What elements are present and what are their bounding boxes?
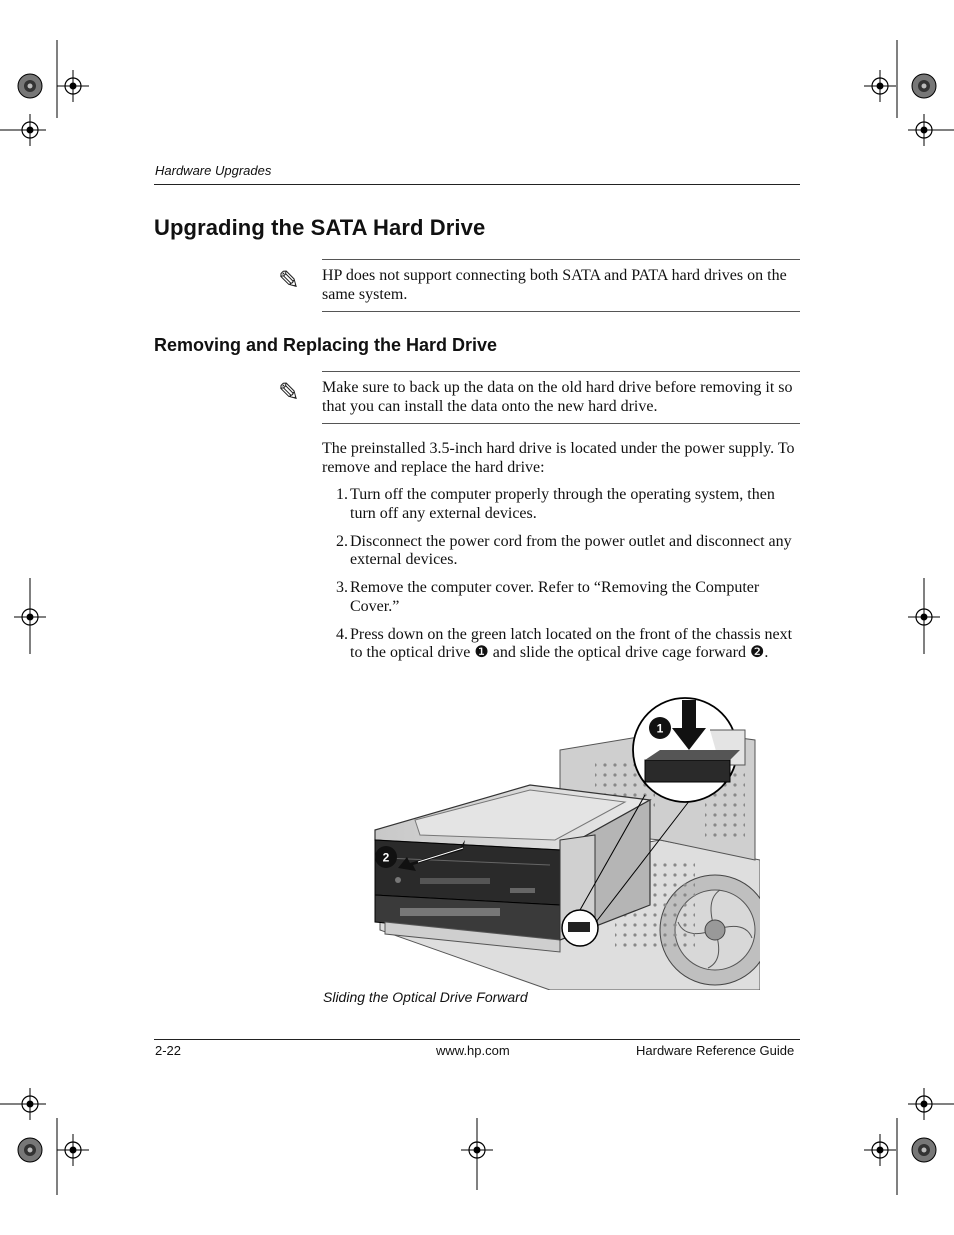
callout-1-label: 1 — [656, 721, 664, 736]
note-text: Make sure to back up the data on the old hard drive before removing it so that you can install the data onto the new hard drive. — [322, 379, 793, 415]
note-bottom-rule — [322, 423, 800, 424]
pencil-note-icon: ✎ — [278, 266, 300, 296]
pencil-note-icon: ✎ — [278, 378, 300, 408]
step-number: 4. — [336, 625, 348, 643]
subsection-title: Removing and Replacing the Hard Drive — [154, 335, 498, 355]
footer-url: www.hp.com — [436, 1043, 510, 1058]
step-text: Remove the computer cover. Refer to “Removing the Computer Cover.” — [350, 579, 760, 615]
note-text: HP does not support connecting both SATA and PATA hard drives on the same system. — [322, 267, 787, 303]
running-header: Hardware Upgrades — [155, 163, 272, 178]
footer-guide-title: Hardware Reference Guide — [636, 1043, 795, 1058]
list-item — [322, 486, 800, 523]
step-number: 1. — [336, 486, 348, 503]
note-top-rule — [322, 371, 800, 372]
footer-rule — [154, 1039, 800, 1040]
optical-drive-illustration — [360, 690, 760, 990]
step-text: Disconnect the power cord from the power outlet and disconnect any external devices. — [350, 532, 792, 568]
callout-2-label: 2 — [382, 850, 390, 865]
list-item — [322, 626, 800, 663]
step-text: Turn off the computer properly through the operating system, then turn off any external devices. — [350, 486, 775, 522]
step-number: 2. — [336, 532, 348, 550]
list-item — [322, 579, 800, 616]
step-number: 3. — [336, 579, 348, 596]
step-text: Press down on the green latch located on the front of the chassis next to the optical drive ❶ and slide the optical drive cage forward ❷. — [350, 625, 793, 661]
page-number: 2-22 — [155, 1043, 182, 1058]
list-item — [322, 533, 800, 570]
procedure-steps — [322, 486, 800, 672]
note-bottom-rule — [322, 311, 800, 312]
figure-caption: Sliding the Optical Drive Forward — [323, 989, 528, 1005]
intro-paragraph: The preinstalled 3.5-inch hard drive is located under the power supply. To remove and replace the hard drive: — [322, 440, 795, 476]
section-title: Upgrading the SATA Hard Drive — [154, 215, 486, 240]
header-rule — [154, 184, 800, 185]
note-top-rule — [322, 259, 800, 260]
